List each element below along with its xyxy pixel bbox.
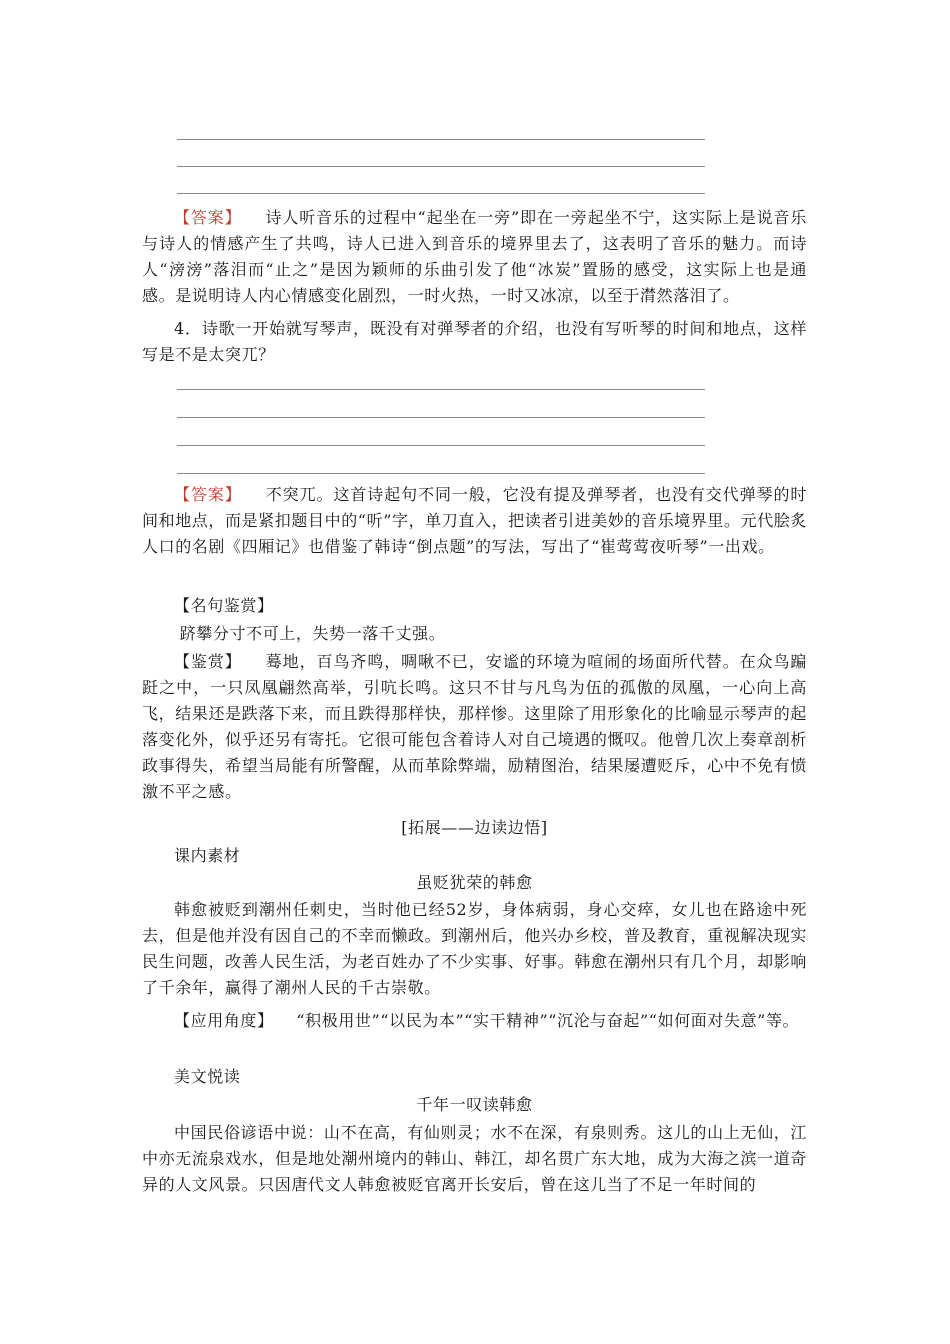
angle-text: “积极用世”“以民为本”“实干精神”“沉沦与奋起”“如何面对失意”等。 [296,1011,800,1030]
appreciation-paragraph [142,649,807,805]
appreciation-text: 蓦地，百鸟齐鸣，啁啾不已，安谧的环境为喧闹的场面所代替。在众鸟蹁跹之中，一只凤凰翩然高举，引吭长鸣。这只不甘与凡鸟为伍的孤傲的凤凰，一心向上高飞，结果还是跌落下来，而且跌得那样快，那样惨。这里除了用形象化的比喻显示琴声的起落变化外，似乎还另有寄托。它很可能包含着诗人对自己境遇的慨叹。他曾几次上奏章剖析政事得失，希望当局能有所警醒，从而革除弊端，励精图治，结果屡遭贬斥，心中不免有愤激不平之感。 [142,652,807,801]
answer-tag: 【答案】 [174,485,242,504]
answer-tag: 【答案】 [174,208,242,227]
q4-answer-paragraph [142,482,807,560]
answer-line [177,445,705,446]
reading-label: 美文悦读 [174,1067,241,1086]
material-title: 虽贬犹荣的韩愈 [416,873,533,892]
essay-paragraph: 中国民俗谚语中说：山不在高，有仙则灵；水不在深，有泉则秀。这儿的山上无仙，江中亦无流泉戏水，但是地处潮州境内的韩山、韩江，却名贯广东大地，成为大海之滨一道奇异的人文风景。只因唐代文人韩愈被贬官离开长安后，曾在这儿当了不足一年时间的 [142,1123,807,1194]
q4-answer-text: 不突兀。这首诗起句不同一般，它没有提及弹琴者，也没有交代弹琴的时间和地点，而是紧扣题目中的“听”字，单刀直入，把读者引进美妙的音乐境界里。元代脍炙人口的名剧《四厢记》也借鉴了韩诗“倒点题”的写法，写出了“崔莺莺夜听琴”一出戏。 [142,485,807,556]
application-angle-paragraph [142,1008,807,1034]
q3-answer-text: 诗人听音乐的过程中“起坐在一旁”即在一旁起坐不宁，这实际上是说音乐与诗人的情感产生了共鸣，诗人已进入到音乐的境界里去了，这表明了音乐的魅力。而诗人“滂滂”落泪而“止之”是因为颖师的乐曲引发了他“冰炭”置肠的感受，这实际上也是通感。是说明诗人内心情感变化剧烈，一时火热，一时又冰凉，以至于潸然落泪了。 [142,208,807,305]
answer-line [177,417,705,418]
famous-heading: 【名句鉴赏】 [174,596,274,615]
answer-line [177,139,705,140]
material-paragraph: 韩愈被贬到潮州任刺史，当时他已经52岁，身体病弱，身心交瘁，女儿也在路途中死去，但是他并没有因自己的不幸而懒政。到潮州后，他兴办乡校，普及教育，重视解决现实民生问题，改善人民生活，为老百姓办了不少实事、好事。韩愈在潮州只有几个月，却影响了千余年，赢得了潮州人民的千古崇敬。 [142,900,807,997]
essay-title: 千年一叹读韩愈 [416,1095,533,1114]
expand-heading: [拓展——边读边悟] [401,818,548,837]
famous-line: 跻攀分寸不可上，失势一落千丈强。 [179,624,446,643]
q3-answer-paragraph [142,205,807,309]
in-class-label: 课内素材 [174,846,241,865]
angle-tag: 【应用角度】 [174,1011,274,1030]
answer-line [177,193,705,194]
answer-line [177,166,705,167]
answer-line [177,389,705,390]
appreciation-tag: 【鉴赏】 [174,652,242,671]
answer-line [177,473,705,474]
q4-question: 4．诗歌一开始就写琴声，既没有对弹琴者的介绍，也没有写听琴的时间和地点，这样写是不是太突兀？ [142,319,807,364]
